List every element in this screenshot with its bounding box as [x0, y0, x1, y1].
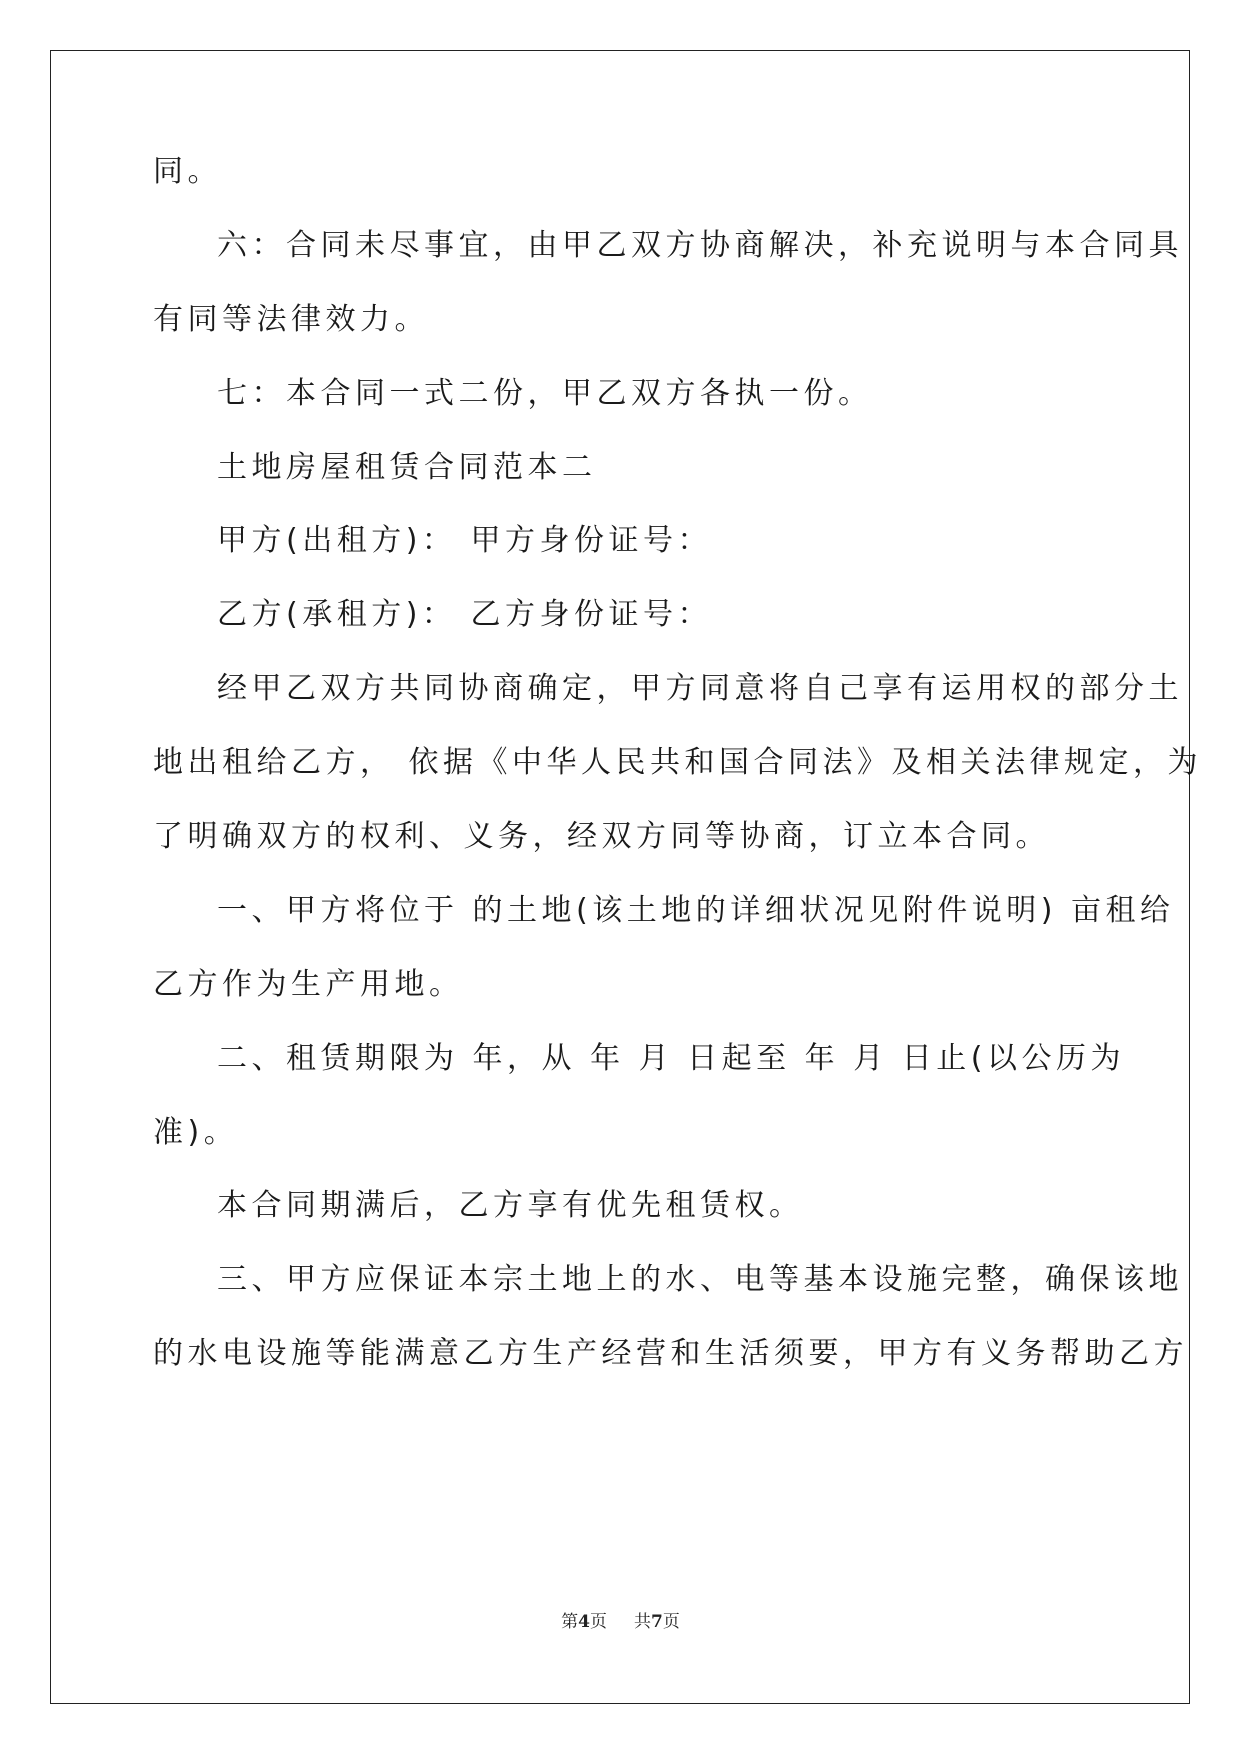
text-line: 地出租给乙方， 依据《中华人民共和国合同法》及相关法律规定，为: [153, 745, 1203, 780]
text-line: 准)。: [153, 1115, 239, 1150]
page-border: [50, 50, 1190, 1704]
text-line: 本合同期满后，乙方享有优先租赁权。: [217, 1188, 804, 1223]
text-line: 三、甲方应保证本宗土地上的水、电等基本设施完整，确保该地: [217, 1262, 1183, 1297]
text-line: 七：本合同一式二份，甲乙双方各执一份。: [217, 376, 873, 411]
text-line: 乙方(承租方)： 乙方身份证号：: [217, 597, 712, 632]
text-line: 一、甲方将位于 的土地(该土地的详细状况见附件说明) 亩租给: [217, 893, 1175, 928]
section-title: 土地房屋租赁合同范本二: [217, 450, 597, 485]
page-total: 共7页: [634, 1612, 680, 1632]
text-line: 经甲乙双方共同协商确定，甲方同意将自己享有运用权的部分土: [217, 671, 1183, 706]
text-line: 的水电设施等能满意乙方生产经营和生活须要，甲方有义务帮助乙方: [153, 1336, 1188, 1371]
text-line: 有同等法律效力。: [153, 302, 429, 337]
text-line: 同。: [153, 154, 222, 189]
text-line: 甲方(出租方)： 甲方身份证号：: [217, 523, 712, 558]
text-line: 六：合同未尽事宜，由甲乙双方协商解决，补充说明与本合同具: [217, 228, 1183, 263]
text-line: 了明确双方的权利、义务，经双方同等协商，订立本合同。: [153, 819, 1050, 854]
page-footer: [0, 1611, 1241, 1633]
text-line: 乙方作为生产用地。: [153, 967, 464, 1002]
page-number: 第4页: [561, 1612, 607, 1632]
text-line: 二、租赁期限为 年，从 年 月 日起至 年 月 日止(以公历为: [217, 1041, 1125, 1076]
